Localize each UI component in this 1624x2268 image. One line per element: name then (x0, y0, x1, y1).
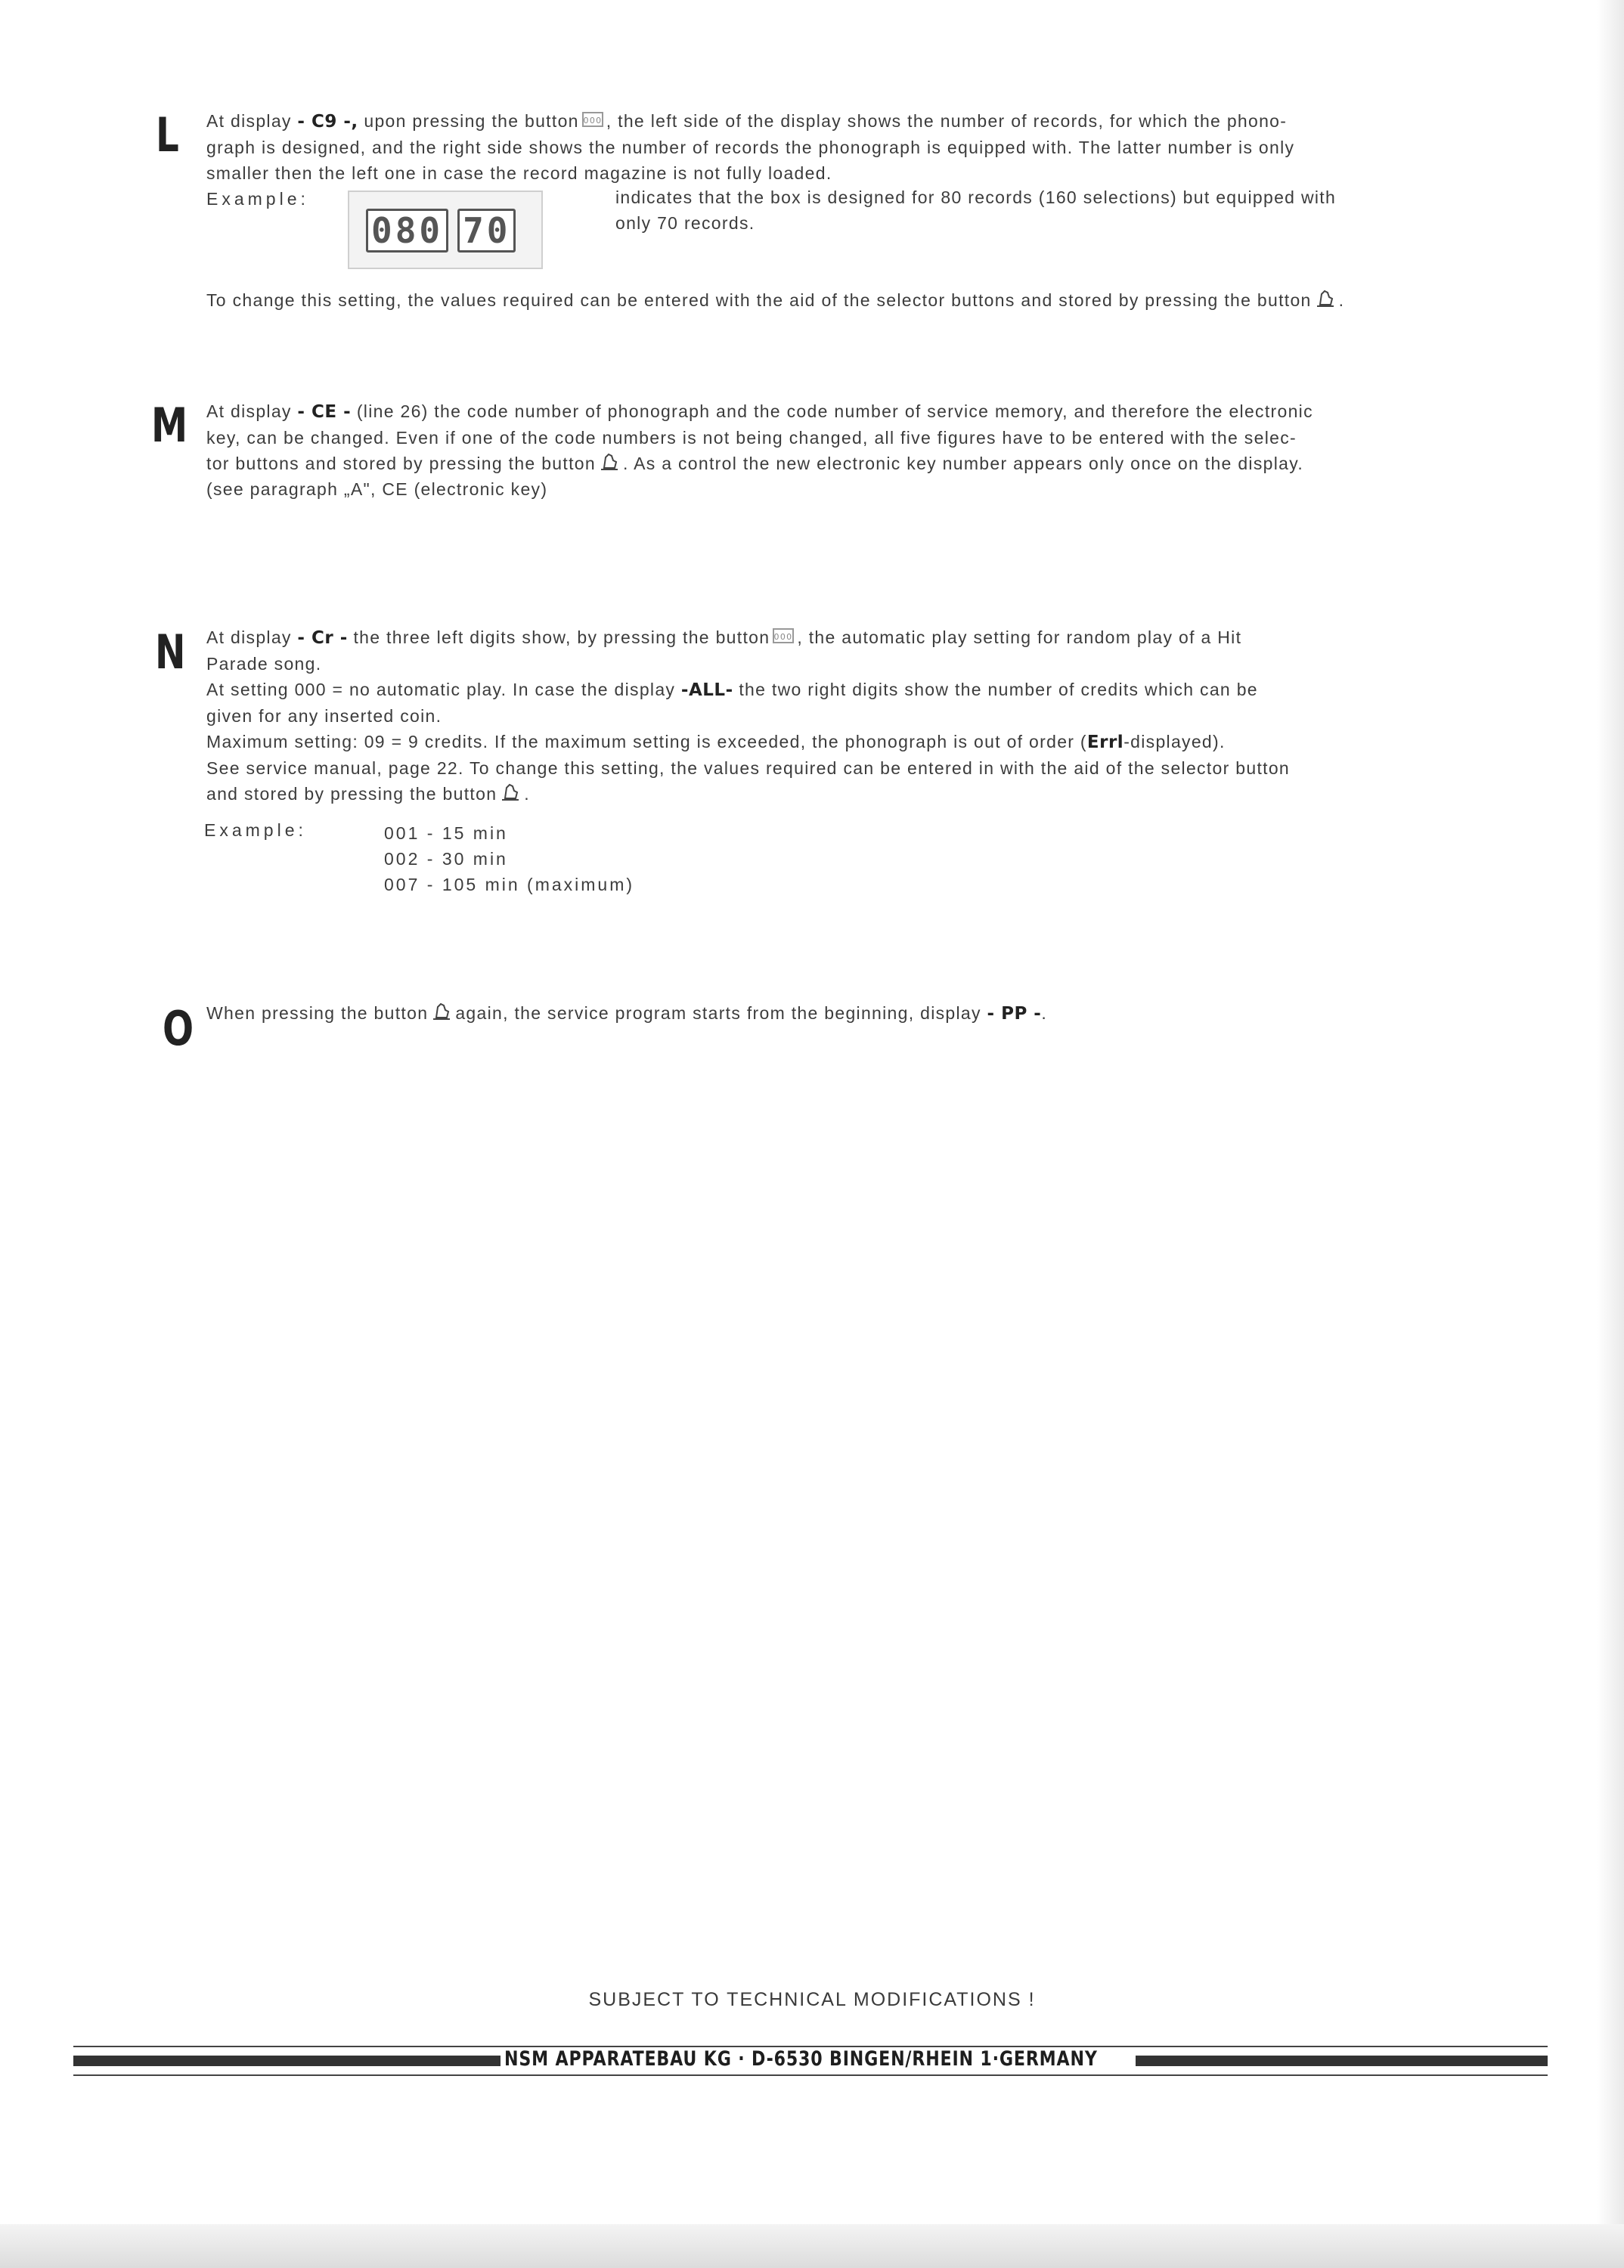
section-n-text: At display - Cr - the three left digits show, by pressing the button 000 , the automatic play setting for random play of a Hit Parade song. At setting 000 = no automatic play. In case the display -ALL- the two right digits show the number of credits which can be given for any inserted coin. Maximum setting: 09 = 9 credits. If the maximum setting is exceeded, the phonograph is out of order (Errl-displayed). See service manual, page 22. To change this setting, the values required can be entered in with the aid of the selector button and stored by pressing the button . (206, 627, 1291, 804)
section-letter-n: N (155, 624, 186, 680)
store-button-icon (499, 782, 522, 801)
display-right-digits: 70 (457, 209, 516, 253)
svg-text:000: 000 (583, 116, 603, 125)
display-button-icon (772, 627, 795, 646)
technical-modifications-notice: SUBJECT TO TECHNICAL MODIFICATIONS ! (588, 1989, 1036, 2010)
store-button-icon (430, 1001, 453, 1021)
section-l-change-text: To change this setting, the values required can be entered with the aid of the selector buttons and stored by pressing the button . (206, 287, 1344, 313)
display-code-cr: - Cr - (297, 628, 348, 648)
example-label-l: Example: (206, 189, 309, 209)
display-code-pp: - PP - (987, 1004, 1042, 1024)
section-l-text: At display - C9 -, upon pressing the button 000 , the left side of the display shows the number of records, for which the phono- graph is designed, and the right side shows the number of records the phonograph is equipped with. The latter number is only smaller then the left one in case the record magazine is not fully loaded. (206, 111, 1295, 183)
footer (73, 2046, 1548, 2091)
footer-bar-left (73, 2056, 501, 2066)
display-example (348, 191, 543, 269)
example-item: 002 - 30 min (384, 849, 508, 869)
display-code-ce: - CE - (297, 402, 352, 422)
footer-company-address: NSM APPARATEBAU KG · D-6530 BINGEN/RHEIN 1·GERMANY (504, 2047, 1098, 2071)
footer-rule-bottom (73, 2074, 1548, 2076)
example-description: indicates that the box is designed for 80 records (160 selections) but equipped with only 70 records. (615, 187, 1337, 233)
example-item: 007 - 105 min (maximum) (384, 875, 635, 894)
display-code-c9: - C9 -, (297, 112, 358, 132)
section-letter-m: M (151, 398, 188, 453)
store-button-icon (1314, 288, 1337, 308)
footer-bar-right (1136, 2056, 1548, 2066)
section-letter-l: L (156, 107, 179, 163)
display-code-all: -ALL- (680, 680, 733, 700)
section-letter-o: O (163, 1001, 194, 1056)
store-button-icon (598, 451, 621, 471)
display-button-icon (581, 110, 604, 130)
example-item: 001 - 15 min (384, 823, 508, 843)
page-edge-shadow (1597, 0, 1624, 2268)
example-label-n: Example: (204, 820, 307, 840)
example-list (384, 820, 634, 897)
section-o-text: When pressing the button again, the service program starts from the beginning, display - PP -. (206, 1000, 1047, 1027)
display-code-errl: Errl (1086, 733, 1124, 752)
scan-background-strip (0, 2224, 1624, 2268)
display-left-digits: 080 (366, 209, 448, 253)
section-m-text: At display - CE - (line 26) the code number of phonograph and the code number of service memory, and therefore the electronic key, can be changed. Even if one of the code numbers is not being changed, all five figures have to be entered with the selec- tor buttons and stored by pressing the button . As a control the new electronic key number appears only once on the display. (see paragraph „A", CE (electronic key) (206, 401, 1313, 499)
svg-text:000: 000 (773, 632, 793, 642)
